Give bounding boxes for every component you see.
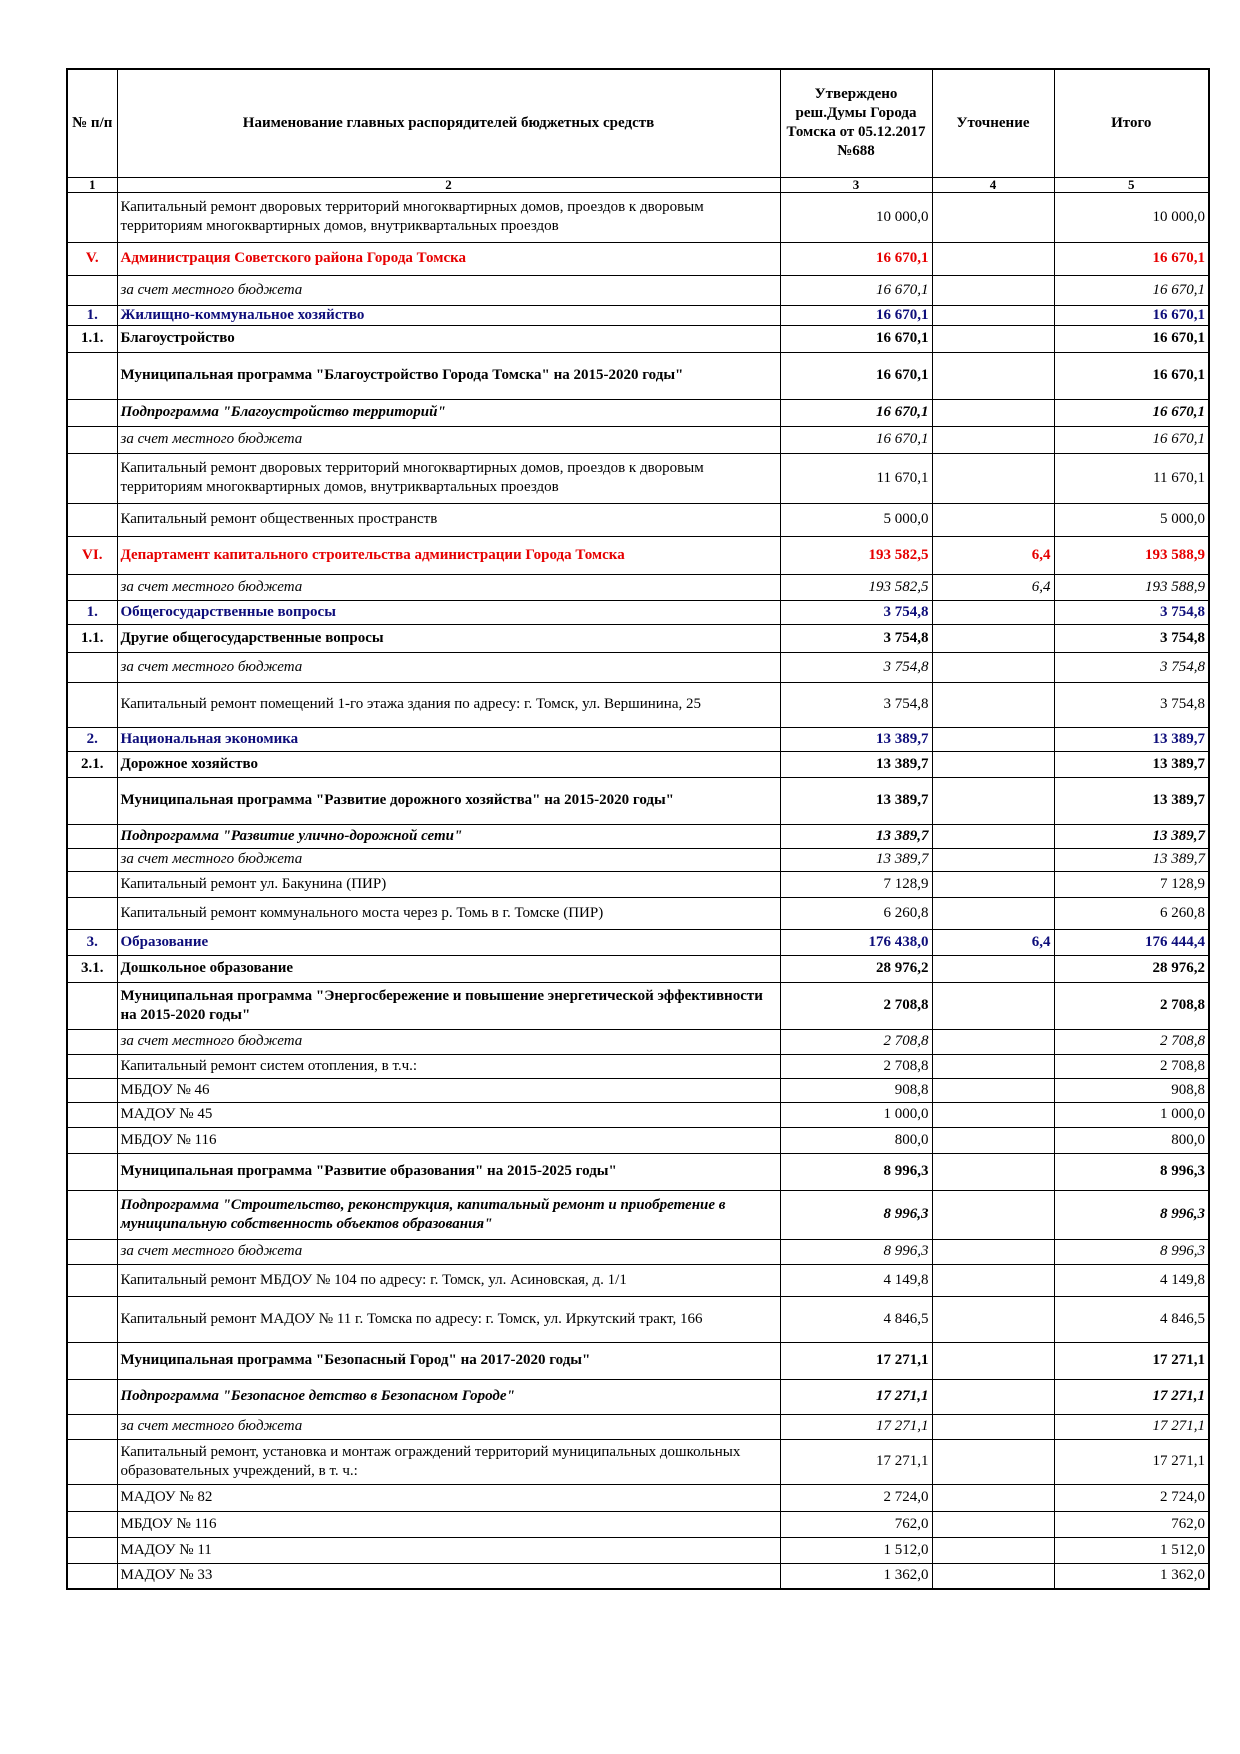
row-change bbox=[932, 1484, 1054, 1511]
row-total: 762,0 bbox=[1054, 1511, 1209, 1537]
row-number bbox=[67, 848, 117, 871]
row-approved: 16 670,1 bbox=[780, 426, 932, 453]
row-approved: 16 670,1 bbox=[780, 399, 932, 426]
row-number bbox=[67, 1563, 117, 1589]
row-change bbox=[932, 242, 1054, 275]
row-total: 4 846,5 bbox=[1054, 1296, 1209, 1342]
row-change bbox=[932, 777, 1054, 824]
row-number bbox=[67, 192, 117, 242]
row-change bbox=[932, 426, 1054, 453]
row-approved: 193 582,5 bbox=[780, 536, 932, 574]
table-row bbox=[67, 777, 1209, 824]
row-total: 17 271,1 bbox=[1054, 1414, 1209, 1439]
table-row bbox=[67, 1563, 1209, 1589]
row-total: 3 754,8 bbox=[1054, 682, 1209, 727]
table-header bbox=[67, 69, 1209, 192]
row-change bbox=[932, 848, 1054, 871]
row-number bbox=[67, 777, 117, 824]
row-name: Капитальный ремонт ул. Бакунина (ПИР) bbox=[117, 871, 780, 897]
row-name: за счет местного бюджета bbox=[117, 1414, 780, 1439]
row-approved: 8 996,3 bbox=[780, 1239, 932, 1264]
row-change bbox=[932, 275, 1054, 305]
row-approved: 17 271,1 bbox=[780, 1414, 932, 1439]
row-number bbox=[67, 399, 117, 426]
table-row bbox=[67, 929, 1209, 955]
header-change: Уточнение bbox=[932, 69, 1054, 177]
row-total: 13 389,7 bbox=[1054, 777, 1209, 824]
row-approved: 16 670,1 bbox=[780, 275, 932, 305]
row-total: 2 724,0 bbox=[1054, 1484, 1209, 1511]
row-approved: 4 846,5 bbox=[780, 1296, 932, 1342]
row-name: за счет местного бюджета bbox=[117, 1029, 780, 1054]
table-row bbox=[67, 1511, 1209, 1537]
row-number bbox=[67, 1054, 117, 1078]
row-name: Муниципальная программа "Безопасный Город" на 2017-2020 годы" bbox=[117, 1342, 780, 1379]
row-name: Муниципальная программа "Благоустройство Города Томска" на 2015-2020 годы" bbox=[117, 352, 780, 399]
row-number bbox=[67, 352, 117, 399]
row-total: 11 670,1 bbox=[1054, 453, 1209, 503]
row-approved: 11 670,1 bbox=[780, 453, 932, 503]
row-name: Муниципальная программа "Энергосбережение и повышение энергетической эффективности на 2015-2020 годы" bbox=[117, 982, 780, 1029]
row-total: 13 389,7 bbox=[1054, 824, 1209, 848]
row-name: за счет местного бюджета bbox=[117, 652, 780, 682]
table-row bbox=[67, 1029, 1209, 1054]
row-approved: 4 149,8 bbox=[780, 1264, 932, 1296]
row-change bbox=[932, 1153, 1054, 1190]
row-number bbox=[67, 982, 117, 1029]
table-row bbox=[67, 682, 1209, 727]
row-name: Муниципальная программа "Развитие дорожного хозяйства" на 2015-2020 годы" bbox=[117, 777, 780, 824]
row-name: МАДОУ № 82 bbox=[117, 1484, 780, 1511]
row-name: Дорожное хозяйство bbox=[117, 751, 780, 777]
table-row bbox=[67, 192, 1209, 242]
row-change bbox=[932, 824, 1054, 848]
row-total: 1 362,0 bbox=[1054, 1563, 1209, 1589]
row-total: 3 754,8 bbox=[1054, 600, 1209, 624]
row-total: 10 000,0 bbox=[1054, 192, 1209, 242]
row-name: Капитальный ремонт коммунального моста через р. Томь в г. Томске (ПИР) bbox=[117, 897, 780, 929]
row-number bbox=[67, 871, 117, 897]
row-change bbox=[932, 1102, 1054, 1127]
row-approved: 28 976,2 bbox=[780, 955, 932, 982]
row-number bbox=[67, 897, 117, 929]
table-row bbox=[67, 574, 1209, 600]
table-row bbox=[67, 1379, 1209, 1414]
row-approved: 16 670,1 bbox=[780, 352, 932, 399]
row-change bbox=[932, 503, 1054, 536]
row-change bbox=[932, 1239, 1054, 1264]
table-row bbox=[67, 536, 1209, 574]
table-row bbox=[67, 453, 1209, 503]
table-row bbox=[67, 275, 1209, 305]
row-number bbox=[67, 1102, 117, 1127]
row-approved: 13 389,7 bbox=[780, 727, 932, 751]
row-total: 3 754,8 bbox=[1054, 652, 1209, 682]
row-name: МБДОУ № 116 bbox=[117, 1511, 780, 1537]
row-total: 2 708,8 bbox=[1054, 982, 1209, 1029]
header-total: Итого bbox=[1054, 69, 1209, 177]
row-total: 8 996,3 bbox=[1054, 1153, 1209, 1190]
row-total: 7 128,9 bbox=[1054, 871, 1209, 897]
column-number-5: 5 bbox=[1054, 177, 1209, 192]
row-name: Подпрограмма "Безопасное детство в Безопасном Городе" bbox=[117, 1379, 780, 1414]
row-change bbox=[932, 192, 1054, 242]
row-name: Образование bbox=[117, 929, 780, 955]
row-name: Национальная экономика bbox=[117, 727, 780, 751]
table-row bbox=[67, 727, 1209, 751]
row-number bbox=[67, 1296, 117, 1342]
row-approved: 17 271,1 bbox=[780, 1379, 932, 1414]
row-change bbox=[932, 1296, 1054, 1342]
row-number bbox=[67, 1379, 117, 1414]
row-approved: 13 389,7 bbox=[780, 777, 932, 824]
table-row bbox=[67, 305, 1209, 325]
row-approved: 3 754,8 bbox=[780, 600, 932, 624]
row-number bbox=[67, 824, 117, 848]
row-total: 17 271,1 bbox=[1054, 1342, 1209, 1379]
row-change bbox=[932, 1190, 1054, 1239]
row-change bbox=[932, 1054, 1054, 1078]
table-row bbox=[67, 871, 1209, 897]
row-total: 16 670,1 bbox=[1054, 325, 1209, 352]
table-row bbox=[67, 325, 1209, 352]
header-name: Наименование главных распорядителей бюджетных средств bbox=[117, 69, 780, 177]
row-number bbox=[67, 1264, 117, 1296]
row-number bbox=[67, 426, 117, 453]
row-approved: 13 389,7 bbox=[780, 751, 932, 777]
row-total: 193 588,9 bbox=[1054, 536, 1209, 574]
row-change bbox=[932, 453, 1054, 503]
table-row bbox=[67, 1342, 1209, 1379]
row-change bbox=[932, 325, 1054, 352]
row-approved: 3 754,8 bbox=[780, 682, 932, 727]
row-change bbox=[932, 897, 1054, 929]
row-change bbox=[932, 1379, 1054, 1414]
row-name: МБДОУ № 116 bbox=[117, 1127, 780, 1153]
row-total: 13 389,7 bbox=[1054, 848, 1209, 871]
row-total: 16 670,1 bbox=[1054, 426, 1209, 453]
row-approved: 13 389,7 bbox=[780, 824, 932, 848]
table-row bbox=[67, 1127, 1209, 1153]
table-row bbox=[67, 1078, 1209, 1102]
row-approved: 8 996,3 bbox=[780, 1153, 932, 1190]
row-total: 1 512,0 bbox=[1054, 1537, 1209, 1563]
column-number-1: 1 bbox=[67, 177, 117, 192]
row-change bbox=[932, 1029, 1054, 1054]
row-total: 1 000,0 bbox=[1054, 1102, 1209, 1127]
table-row bbox=[67, 1414, 1209, 1439]
row-approved: 762,0 bbox=[780, 1511, 932, 1537]
row-change bbox=[932, 751, 1054, 777]
table-row bbox=[67, 426, 1209, 453]
row-number: 3.1. bbox=[67, 955, 117, 982]
row-number: 1. bbox=[67, 600, 117, 624]
table-row bbox=[67, 1537, 1209, 1563]
row-number bbox=[67, 275, 117, 305]
row-total: 6 260,8 bbox=[1054, 897, 1209, 929]
row-total: 16 670,1 bbox=[1054, 352, 1209, 399]
table-row bbox=[67, 897, 1209, 929]
table-row bbox=[67, 848, 1209, 871]
row-name: Подпрограмма "Развитие улично-дорожной сети" bbox=[117, 824, 780, 848]
row-approved: 17 271,1 bbox=[780, 1342, 932, 1379]
table-row bbox=[67, 1054, 1209, 1078]
row-change bbox=[932, 871, 1054, 897]
table-row bbox=[67, 1264, 1209, 1296]
row-change bbox=[932, 1127, 1054, 1153]
row-name: МАДОУ № 33 bbox=[117, 1563, 780, 1589]
row-change bbox=[932, 305, 1054, 325]
table-row bbox=[67, 1484, 1209, 1511]
row-name: Капитальный ремонт МАДОУ № 11 г. Томска по адресу: г. Томск, ул. Иркутский тракт, 166 bbox=[117, 1296, 780, 1342]
row-name: за счет местного бюджета bbox=[117, 275, 780, 305]
row-approved: 6 260,8 bbox=[780, 897, 932, 929]
row-name: Капитальный ремонт помещений 1-го этажа здания по адресу: г. Томск, ул. Вершинина, 25 bbox=[117, 682, 780, 727]
row-number bbox=[67, 503, 117, 536]
row-number bbox=[67, 1078, 117, 1102]
table-row bbox=[67, 399, 1209, 426]
row-name: Администрация Советского района Города Томска bbox=[117, 242, 780, 275]
row-total: 16 670,1 bbox=[1054, 242, 1209, 275]
row-number bbox=[67, 1342, 117, 1379]
row-approved: 3 754,8 bbox=[780, 652, 932, 682]
row-approved: 2 708,8 bbox=[780, 982, 932, 1029]
table-row bbox=[67, 1296, 1209, 1342]
row-number bbox=[67, 453, 117, 503]
row-number bbox=[67, 1153, 117, 1190]
row-number bbox=[67, 1439, 117, 1484]
row-name: Подпрограмма "Благоустройство территорий" bbox=[117, 399, 780, 426]
row-total: 193 588,9 bbox=[1054, 574, 1209, 600]
table-row bbox=[67, 1439, 1209, 1484]
row-name: Капитальный ремонт общественных пространств bbox=[117, 503, 780, 536]
row-total: 2 708,8 bbox=[1054, 1054, 1209, 1078]
row-approved: 16 670,1 bbox=[780, 242, 932, 275]
row-change: 6,4 bbox=[932, 536, 1054, 574]
header-number: № п/п bbox=[67, 69, 117, 177]
row-approved: 1 000,0 bbox=[780, 1102, 932, 1127]
row-number bbox=[67, 682, 117, 727]
row-name: Жилищно-коммунальное хозяйство bbox=[117, 305, 780, 325]
row-change bbox=[932, 982, 1054, 1029]
row-number bbox=[67, 1537, 117, 1563]
row-approved: 16 670,1 bbox=[780, 305, 932, 325]
row-name: Благоустройство bbox=[117, 325, 780, 352]
row-name: за счет местного бюджета bbox=[117, 1239, 780, 1264]
row-change bbox=[932, 727, 1054, 751]
table-row bbox=[67, 955, 1209, 982]
row-number: 1.1. bbox=[67, 325, 117, 352]
row-name: Капитальный ремонт дворовых территорий многоквартирных домов, проездов к дворовым территориям многоквартирных домов, внутриквартальных проездов bbox=[117, 453, 780, 503]
row-total: 16 670,1 bbox=[1054, 399, 1209, 426]
row-number bbox=[67, 652, 117, 682]
row-number bbox=[67, 1484, 117, 1511]
table-row bbox=[67, 600, 1209, 624]
row-name: Другие общегосударственные вопросы bbox=[117, 624, 780, 652]
row-number bbox=[67, 1414, 117, 1439]
row-name: Подпрограмма "Строительство, реконструкция, капитальный ремонт и приобретение в муниципальную собственность объектов образования" bbox=[117, 1190, 780, 1239]
row-name: Общегосударственные вопросы bbox=[117, 600, 780, 624]
row-total: 3 754,8 bbox=[1054, 624, 1209, 652]
row-change bbox=[932, 1078, 1054, 1102]
row-number bbox=[67, 1239, 117, 1264]
row-name: МАДОУ № 45 bbox=[117, 1102, 780, 1127]
row-total: 4 149,8 bbox=[1054, 1264, 1209, 1296]
table-row bbox=[67, 1190, 1209, 1239]
row-total: 28 976,2 bbox=[1054, 955, 1209, 982]
row-total: 16 670,1 bbox=[1054, 305, 1209, 325]
row-name: Капитальный ремонт дворовых территорий многоквартирных домов, проездов к дворовым территориям многоквартирных домов, внутриквартальных проездов bbox=[117, 192, 780, 242]
row-total: 8 996,3 bbox=[1054, 1190, 1209, 1239]
row-approved: 2 708,8 bbox=[780, 1054, 932, 1078]
row-number: VI. bbox=[67, 536, 117, 574]
row-total: 17 271,1 bbox=[1054, 1439, 1209, 1484]
row-change bbox=[932, 652, 1054, 682]
row-approved: 176 438,0 bbox=[780, 929, 932, 955]
row-change bbox=[932, 352, 1054, 399]
row-approved: 8 996,3 bbox=[780, 1190, 932, 1239]
row-approved: 800,0 bbox=[780, 1127, 932, 1153]
row-total: 13 389,7 bbox=[1054, 751, 1209, 777]
row-total: 16 670,1 bbox=[1054, 275, 1209, 305]
column-number-3: 3 bbox=[780, 177, 932, 192]
row-approved: 3 754,8 bbox=[780, 624, 932, 652]
row-approved: 10 000,0 bbox=[780, 192, 932, 242]
row-change bbox=[932, 1414, 1054, 1439]
row-total: 176 444,4 bbox=[1054, 929, 1209, 955]
row-total: 800,0 bbox=[1054, 1127, 1209, 1153]
row-number bbox=[67, 574, 117, 600]
table-row bbox=[67, 652, 1209, 682]
row-approved: 2 724,0 bbox=[780, 1484, 932, 1511]
row-name: МАДОУ № 11 bbox=[117, 1537, 780, 1563]
row-total: 13 389,7 bbox=[1054, 727, 1209, 751]
row-change: 6,4 bbox=[932, 574, 1054, 600]
row-total: 2 708,8 bbox=[1054, 1029, 1209, 1054]
row-name: Департамент капитального строительства администрации Города Томска bbox=[117, 536, 780, 574]
row-number: 3. bbox=[67, 929, 117, 955]
row-approved: 1 512,0 bbox=[780, 1537, 932, 1563]
row-name: Капитальный ремонт МБДОУ № 104 по адресу: г. Томск, ул. Асиновская, д. 1/1 bbox=[117, 1264, 780, 1296]
row-change bbox=[932, 1264, 1054, 1296]
budget-table bbox=[66, 68, 1210, 1590]
row-approved: 1 362,0 bbox=[780, 1563, 932, 1589]
row-total: 8 996,3 bbox=[1054, 1239, 1209, 1264]
row-approved: 908,8 bbox=[780, 1078, 932, 1102]
row-approved: 193 582,5 bbox=[780, 574, 932, 600]
row-total: 5 000,0 bbox=[1054, 503, 1209, 536]
row-change bbox=[932, 624, 1054, 652]
row-change bbox=[932, 600, 1054, 624]
row-total: 17 271,1 bbox=[1054, 1379, 1209, 1414]
row-number: 1. bbox=[67, 305, 117, 325]
row-name: Дошкольное образование bbox=[117, 955, 780, 982]
row-name: Капитальный ремонт, установка и монтаж ограждений территорий муниципальных дошкольных образовательных учреждений, в т. ч.: bbox=[117, 1439, 780, 1484]
row-number bbox=[67, 1127, 117, 1153]
table-row bbox=[67, 982, 1209, 1029]
row-change bbox=[932, 682, 1054, 727]
row-change: 6,4 bbox=[932, 929, 1054, 955]
row-name: МБДОУ № 46 bbox=[117, 1078, 780, 1102]
row-approved: 17 271,1 bbox=[780, 1439, 932, 1484]
row-change bbox=[932, 1563, 1054, 1589]
row-name: Муниципальная программа "Развитие образования" на 2015-2025 годы" bbox=[117, 1153, 780, 1190]
row-name: Капитальный ремонт систем отопления, в т.ч.: bbox=[117, 1054, 780, 1078]
row-approved: 13 389,7 bbox=[780, 848, 932, 871]
row-approved: 2 708,8 bbox=[780, 1029, 932, 1054]
table-row bbox=[67, 1102, 1209, 1127]
column-number-2: 2 bbox=[117, 177, 780, 192]
table-row bbox=[67, 352, 1209, 399]
row-number: 1.1. bbox=[67, 624, 117, 652]
row-number bbox=[67, 1511, 117, 1537]
column-number-4: 4 bbox=[932, 177, 1054, 192]
row-change bbox=[932, 1537, 1054, 1563]
row-number: 2.1. bbox=[67, 751, 117, 777]
row-name: за счет местного бюджета bbox=[117, 848, 780, 871]
table-row bbox=[67, 1153, 1209, 1190]
table-row bbox=[67, 1239, 1209, 1264]
row-number bbox=[67, 1190, 117, 1239]
row-approved: 5 000,0 bbox=[780, 503, 932, 536]
row-change bbox=[932, 399, 1054, 426]
table-row bbox=[67, 624, 1209, 652]
table-row bbox=[67, 824, 1209, 848]
row-name: за счет местного бюджета bbox=[117, 426, 780, 453]
header-approved: Утверждено реш.Думы Города Томска от 05.12.2017 №688 bbox=[780, 69, 932, 177]
row-number bbox=[67, 1029, 117, 1054]
table-row bbox=[67, 242, 1209, 275]
row-number: V. bbox=[67, 242, 117, 275]
row-change bbox=[932, 955, 1054, 982]
row-change bbox=[932, 1511, 1054, 1537]
row-change bbox=[932, 1342, 1054, 1379]
row-number: 2. bbox=[67, 727, 117, 751]
row-name: за счет местного бюджета bbox=[117, 574, 780, 600]
row-change bbox=[932, 1439, 1054, 1484]
row-total: 908,8 bbox=[1054, 1078, 1209, 1102]
row-approved: 16 670,1 bbox=[780, 325, 932, 352]
row-approved: 7 128,9 bbox=[780, 871, 932, 897]
table-row bbox=[67, 751, 1209, 777]
table-row bbox=[67, 503, 1209, 536]
table-body bbox=[67, 192, 1209, 1589]
